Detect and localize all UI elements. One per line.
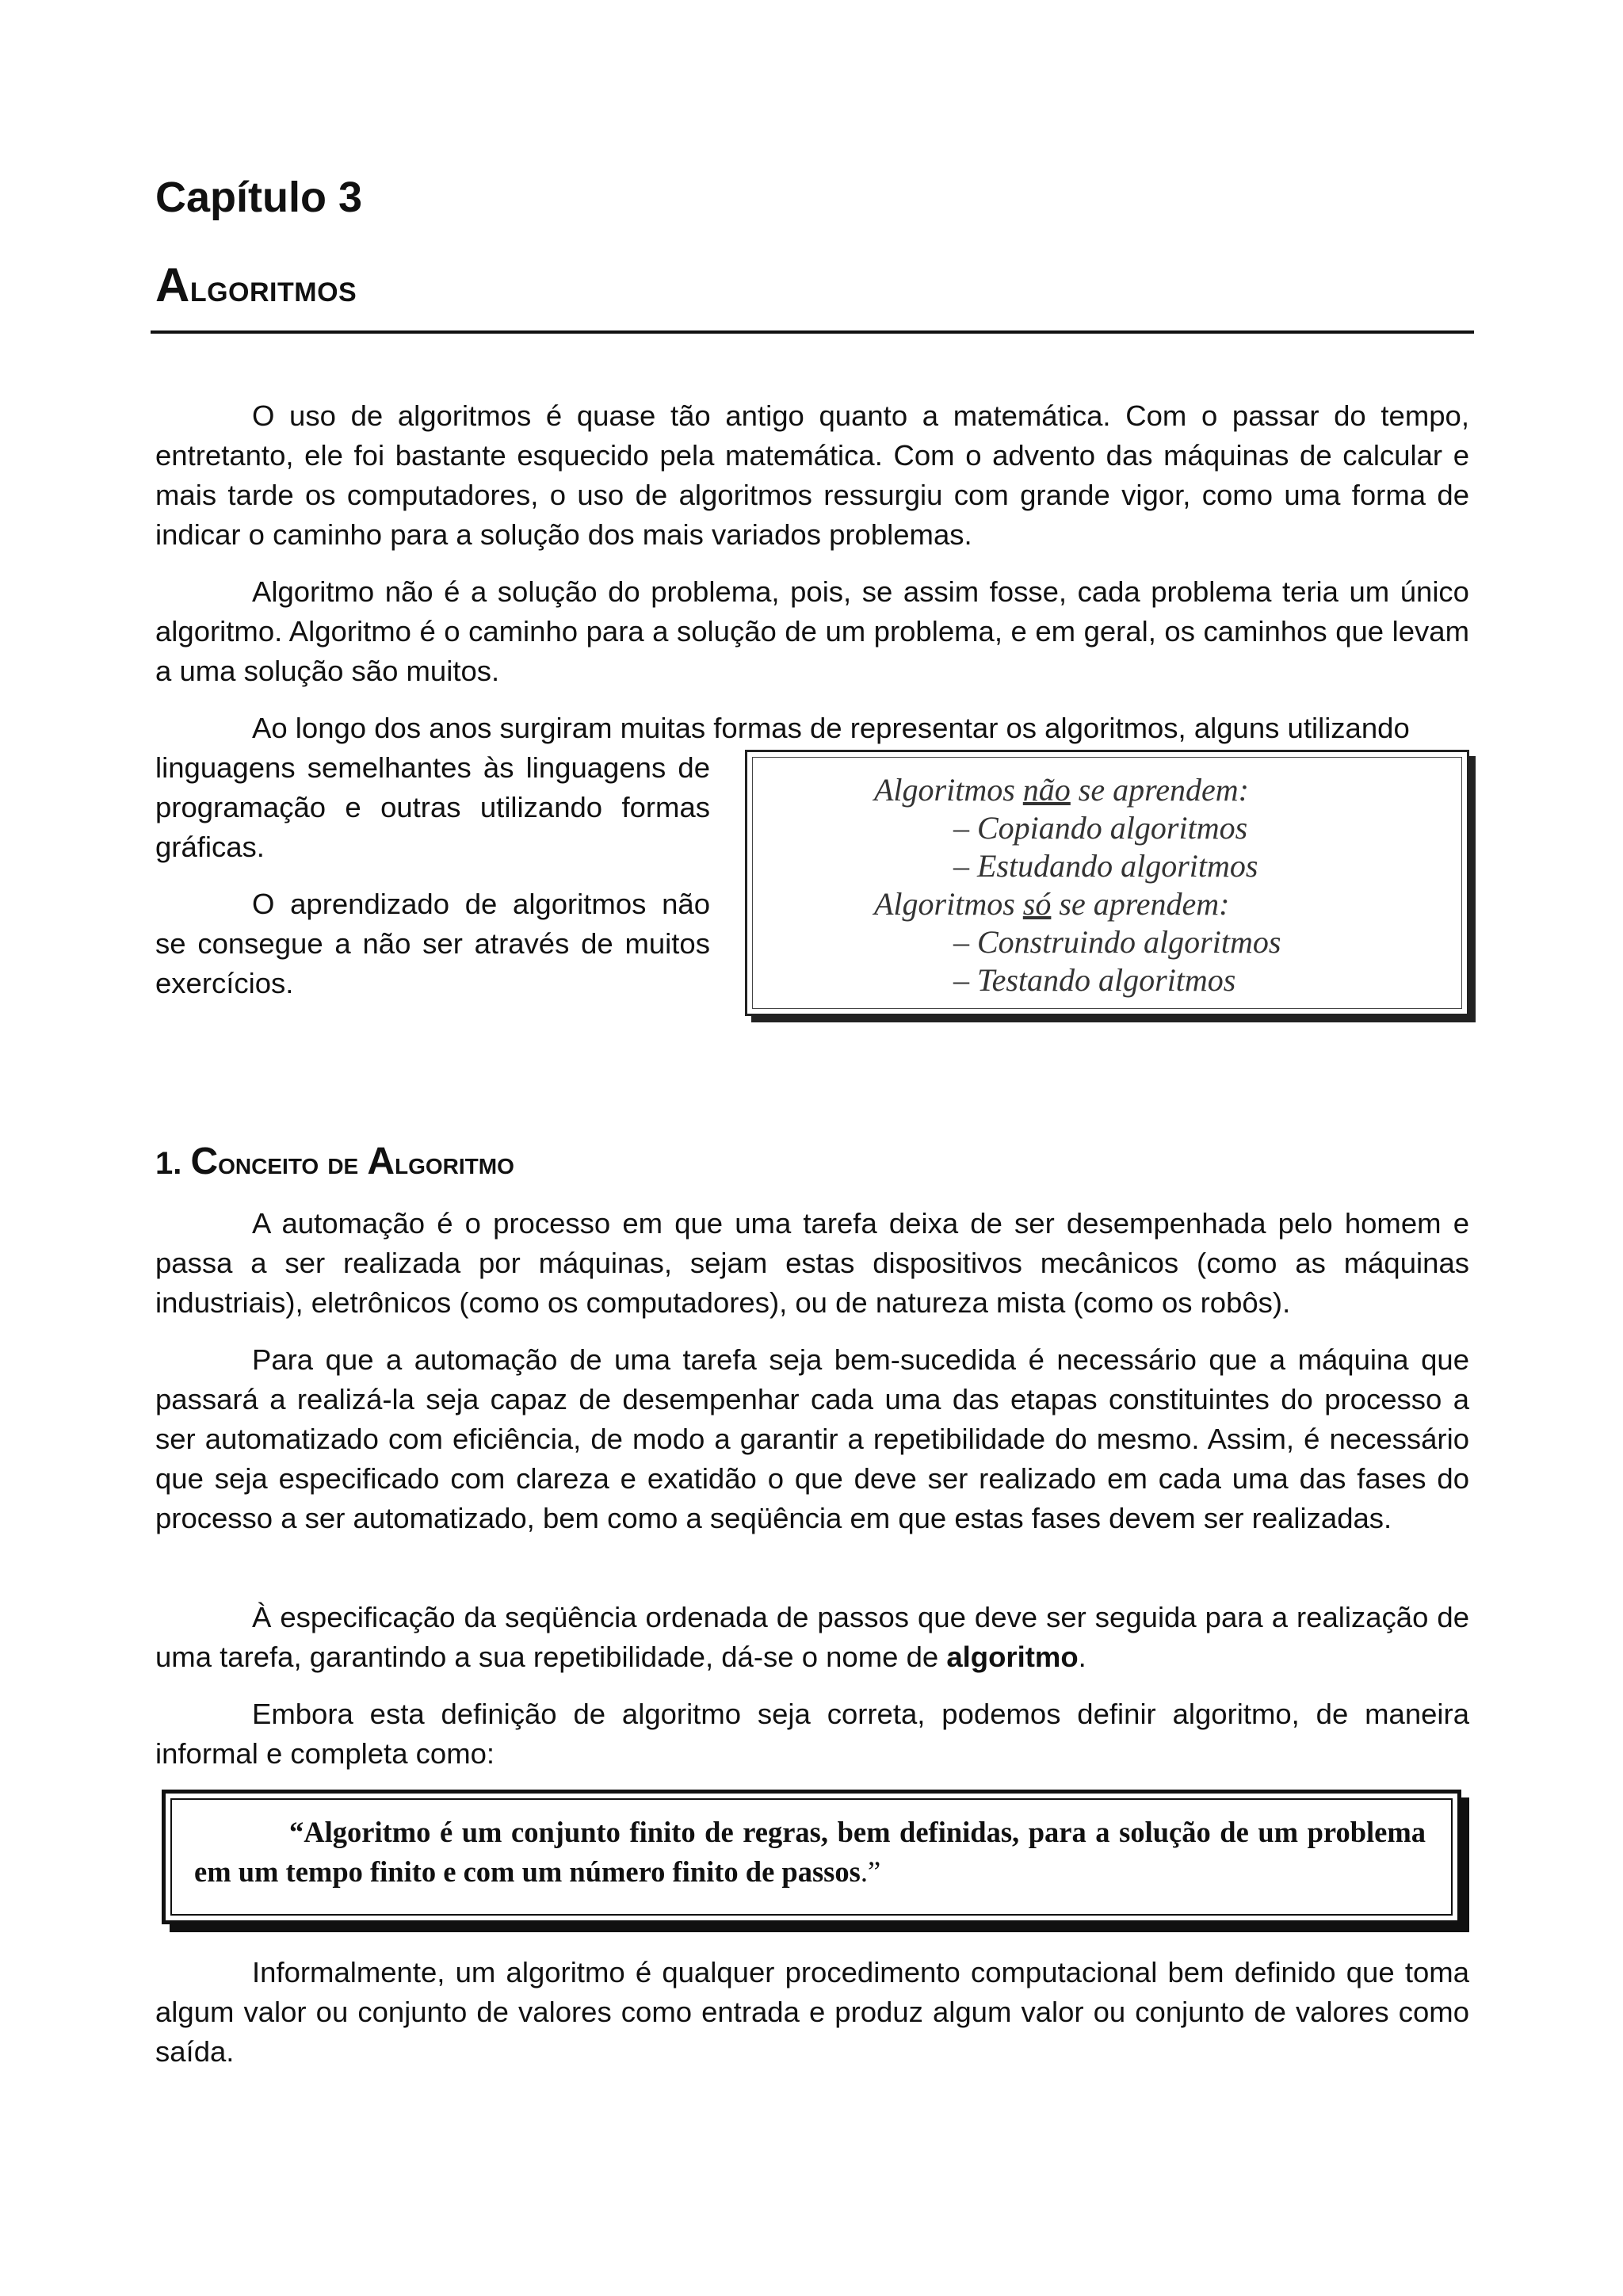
section-1-paragraph-4: Embora esta definição de algoritmo seja correta, podemos definir algoritmo, de maneira informal e completa como: [155, 1698, 1469, 1770]
tips-item-copying: – Copiando algoritmos [953, 810, 1248, 846]
section-title-word-2: de [319, 1146, 368, 1181]
intro-paragraph-3-continued: linguagens semelhantes às linguagens de programação e outras utilizando formas gráficas. [155, 751, 710, 863]
tips-item-testing: – Testando algoritmos [953, 962, 1236, 998]
intro-paragraph-1: O uso de algoritmos é quase tão antigo quanto a matemática. Com o passar do tempo, entretanto, ele foi bastante esquecido pela matemática. Com o advento das máquinas de calcular e mais tarde os computadores, o uso de algoritmos ressurgiu com grande vigor, como uma forma de indicar o caminho para a solução dos mais variados problemas. [155, 399, 1469, 551]
tips-heading-learned [874, 885, 1230, 923]
algorithm-term: algoritmo [946, 1641, 1079, 1673]
tips-heading-2-underlined: só [1022, 886, 1052, 922]
section-1-title [155, 1140, 514, 1183]
intro-paragraph-3-line-1: Ao longo dos anos surgiram muitas formas de representar os algoritmos, alguns utilizando [252, 712, 1410, 744]
section-1-paragraph-2: Para que a automação de uma tarefa seja bem-sucedida é necessário que a máquina que passará a realizá-la seja capaz de desempenhar cada uma das etapas constituintes do processo a ser automatizado com eficiência, de modo a garantir a repetibilidade do mesmo. Assim, é necessário que seja especificado com clareza e exatidão o que deve ser realizado em cada uma das fases do processo a ser automatizado, bem como a seqüência em que estas fases devem ser realizadas. [155, 1343, 1469, 1534]
section-title-word-3: lgoritmo [395, 1146, 514, 1181]
tips-heading-not-learned [874, 771, 1249, 808]
chapter-title-rest: lgoritmos [189, 268, 357, 310]
chapter-label: Capítulo 3 [155, 174, 363, 221]
tips-heading-text: Algoritmos [874, 772, 1023, 808]
section-1-paragraph-1: A automação é o processo em que uma tarefa deixa de ser desempenhada pelo homem e passa a ser realizada por máquinas, sejam estas dispositivos mecânicos (como as máquinas industriais), eletrônicos (como os computadores), ou de natureza mista (como os robôs). [155, 1207, 1469, 1319]
tips-item-studying: – Estudando algoritmos [953, 848, 1258, 884]
section-1-paragraph-5: Informalmente, um algoritmo é qualquer procedimento computacional bem definido que toma algum valor ou conjunto de valores como entrada e produz algum valor ou conjunto de valores como saída. [155, 1956, 1469, 2068]
algorithm-definition-text: À especificação da seqüência ordenada de passos que deve ser seguida para a realização de uma tarefa, garantindo a sua repetibilidade, dá-se o nome de [155, 1601, 1469, 1673]
section-title-initial-1: C [190, 1140, 219, 1182]
section-title-initial-3: A [367, 1140, 395, 1182]
intro-paragraph-4: O aprendizado de algoritmos não se consegue a não ser através de muitos exercícios. [155, 888, 710, 999]
chapter-title [155, 258, 357, 312]
tips-heading-2-text: Algoritmos [874, 886, 1023, 922]
learning-tips-box [745, 750, 1469, 1016]
section-1-paragraph-3 [155, 1598, 1469, 1677]
tips-heading-underlined: não [1022, 772, 1071, 808]
section-title-word-1: onceito [218, 1146, 319, 1181]
definition-quote [194, 1813, 1426, 1892]
definition-quote-box [162, 1790, 1461, 1924]
definition-quote-text: “Algoritmo é um conjunto finito de regras, bem definidas, para a solução de um problema em um tempo finito e com um número finito de passos [194, 1816, 1426, 1888]
algorithm-definition-end: . [1078, 1641, 1086, 1673]
definition-quote-end: .” [860, 1855, 881, 1888]
chapter-title-initial: A [155, 258, 190, 311]
tips-item-building: – Construindo algoritmos [953, 924, 1281, 960]
tips-heading-text-end: se aprendem: [1070, 772, 1249, 808]
section-number: 1. [155, 1146, 191, 1181]
title-divider [151, 330, 1474, 334]
tips-heading-2-text-end: se aprendem: [1051, 886, 1230, 922]
intro-paragraph-2: Algoritmo não é a solução do problema, pois, se assim fosse, cada problema teria um único algoritmo. Algoritmo é o caminho para a solução de um problema, e em geral, os caminhos que levam a uma solução são muitos. [155, 575, 1469, 687]
